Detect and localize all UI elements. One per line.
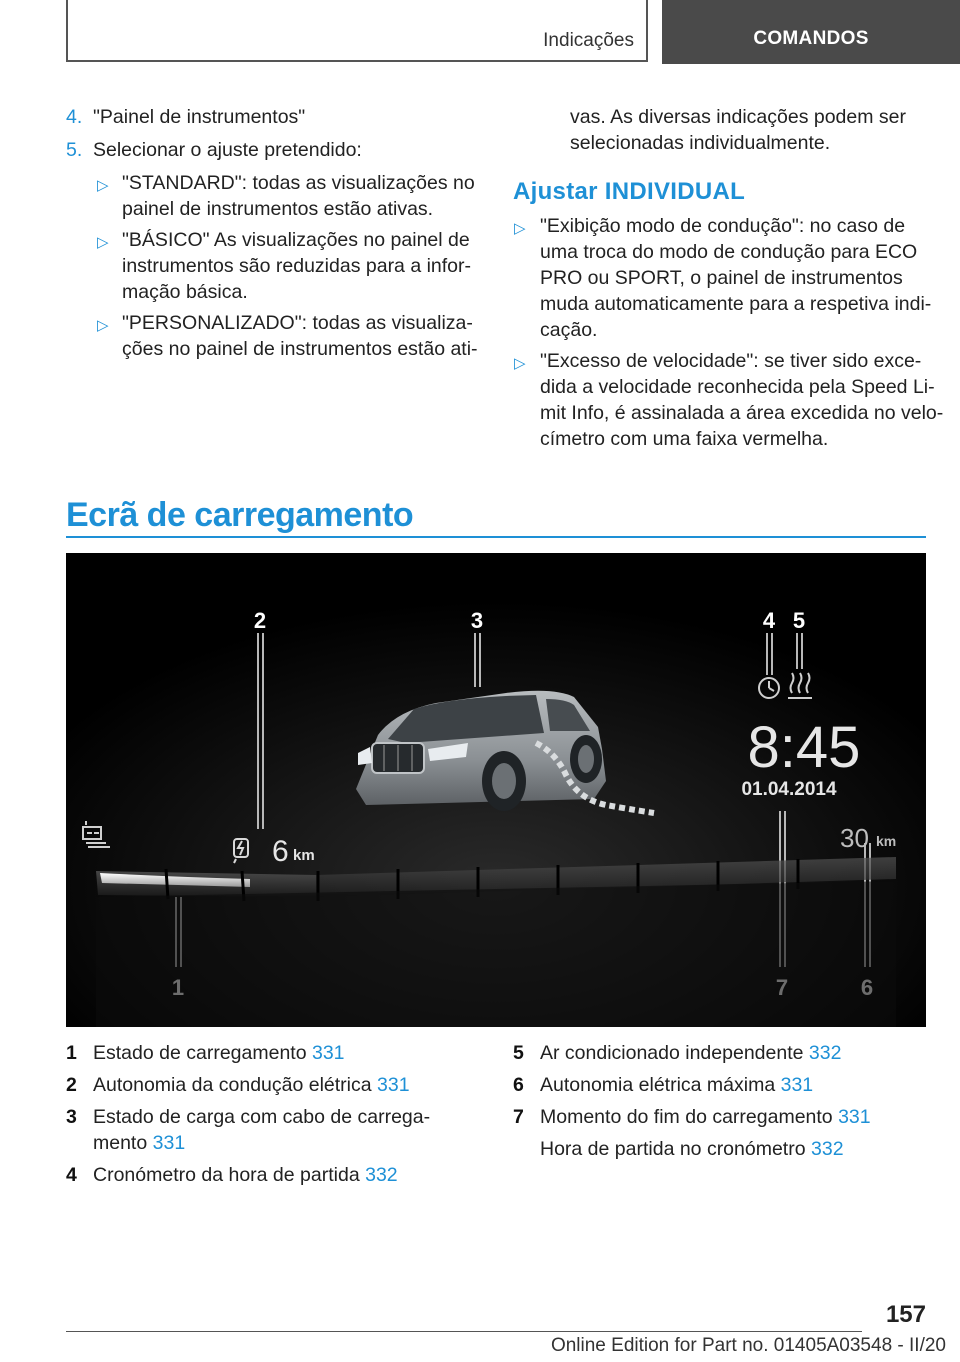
legend-text xyxy=(93,1162,398,1188)
edition-footer: Online Edition for Part no. 01405A03548 - II/20 xyxy=(550,1335,946,1356)
list-item-4-text: "Painel de instrumentos" xyxy=(93,106,306,128)
legend-item xyxy=(513,1104,933,1130)
legend-number: 3 xyxy=(66,1106,77,1128)
legend-line: Hora de partida no cronómetro xyxy=(540,1138,806,1160)
text-line: címetro com uma faixa vermelha. xyxy=(540,428,829,450)
legend-text xyxy=(93,1072,410,1098)
text-line: cação. xyxy=(540,319,598,341)
legend-text xyxy=(93,1104,430,1156)
text-line: ções no painel de instrumentos estão ati- xyxy=(122,338,478,360)
triangle-bullet-icon: ▷ xyxy=(514,220,526,237)
list-number: 4. xyxy=(66,106,83,128)
page-ref-link[interactable]: 332 xyxy=(365,1164,398,1186)
clock-date: 01.04.2014 xyxy=(741,779,837,800)
text-line: "PERSONALIZADO": todas as visualiza- xyxy=(122,312,473,334)
page-ref-link[interactable]: 331 xyxy=(780,1074,814,1096)
legend-line: Momento do fim do carregamento xyxy=(540,1106,833,1128)
legend-text xyxy=(93,1040,345,1066)
callout-5: 5 xyxy=(792,608,806,633)
page-ref-link[interactable]: 332 xyxy=(811,1138,844,1160)
charge-bar xyxy=(96,857,896,1027)
text-line: mação básica. xyxy=(122,281,248,303)
legend-text xyxy=(540,1104,871,1130)
text-line: "STANDARD": todas as visualizações no xyxy=(122,172,475,194)
bullet-excesso-velocidade xyxy=(540,348,943,452)
footer-divider xyxy=(66,1331,862,1332)
legend-right xyxy=(513,1040,933,1162)
legend-text xyxy=(540,1136,844,1162)
legend-number xyxy=(513,1136,540,1162)
text-line: muda automaticamente para a respetiva indi- xyxy=(540,293,932,315)
legend-left xyxy=(66,1040,466,1188)
legend-item xyxy=(513,1136,933,1162)
triangle-bullet-icon: ▷ xyxy=(514,355,526,372)
page-number: 157 xyxy=(885,1301,926,1328)
legend-text xyxy=(540,1072,813,1098)
legend-item xyxy=(513,1072,933,1098)
text-line: mit Info, é assinalada a área excedida no velo- xyxy=(540,402,944,424)
triangle-bullet-icon: ▷ xyxy=(97,177,109,194)
list-item-5 xyxy=(66,137,82,163)
max-range-unit: km xyxy=(876,833,897,849)
legend-number: 1 xyxy=(66,1042,77,1064)
clock-time: 8:45 xyxy=(747,715,861,780)
max-range-value: 30 xyxy=(840,823,869,853)
list-item-5-text: Selecionar o ajuste pretendido: xyxy=(93,139,362,161)
list-item-4 xyxy=(66,104,82,130)
page-ref-link[interactable]: 332 xyxy=(808,1042,842,1064)
section-divider xyxy=(66,536,926,538)
legend-line: Autonomia elétrica máxima xyxy=(540,1074,776,1096)
page-ref-link[interactable]: 331 xyxy=(377,1074,410,1096)
callout-2: 2 xyxy=(253,608,267,633)
triangle-bullet-icon: ▷ xyxy=(97,234,109,251)
text-line: "Excesso de velocidade": se tiver sido exce- xyxy=(540,350,922,372)
text-line: selecionadas individualmente. xyxy=(570,132,831,154)
charging-display-figure xyxy=(66,553,926,1027)
legend-line: Cronómetro da hora de partida xyxy=(93,1164,360,1186)
legend-line: Ar condicionado independente xyxy=(540,1042,804,1064)
text-line: "Exibição modo de condução": no caso de xyxy=(540,215,906,237)
header-chapter-tab[interactable]: COMANDOS xyxy=(662,0,960,64)
legend-number: 6 xyxy=(513,1074,524,1096)
page-ref-link[interactable]: 331 xyxy=(311,1042,345,1064)
cluster-illustration xyxy=(66,553,926,1027)
callout-4: 4 xyxy=(762,608,776,633)
legend-item xyxy=(66,1072,466,1098)
legend-item xyxy=(66,1104,466,1156)
bullet-personalizado xyxy=(122,310,478,362)
legend-line: Estado de carregamento xyxy=(93,1042,307,1064)
bullet-modo-conducao xyxy=(540,213,931,343)
text-line: instrumentos são reduzidas para a infor- xyxy=(122,255,472,277)
page-ref-link[interactable]: 331 xyxy=(152,1132,186,1154)
subheading-ajustar-individual: Ajustar INDIVIDUAL xyxy=(513,178,746,205)
legend-number: 4 xyxy=(66,1164,77,1186)
text-line: vas. As diversas indicações podem ser xyxy=(570,106,906,128)
range-value: 6 xyxy=(272,835,289,868)
legend-item xyxy=(513,1040,933,1066)
callout-3: 3 xyxy=(470,608,484,633)
continued-text xyxy=(570,104,906,156)
range-unit: km xyxy=(293,847,315,864)
legend-number: 7 xyxy=(513,1106,524,1128)
bullet-basico xyxy=(122,227,471,305)
text-line: painel de instrumentos estão ativas. xyxy=(122,198,434,220)
page-ref-link[interactable]: 331 xyxy=(838,1106,871,1128)
legend-number: 2 xyxy=(66,1074,77,1096)
legend-text xyxy=(540,1040,841,1066)
legend-line: Autonomia da condução elétrica xyxy=(93,1074,372,1096)
text-line: uma troca do modo de condução para ECO xyxy=(540,241,918,263)
text-line: dida a velocidade reconhecida pela Speed Li- xyxy=(540,376,935,398)
header-section-title: Indicações xyxy=(543,30,634,51)
legend-line: mento xyxy=(93,1132,148,1154)
triangle-bullet-icon: ▷ xyxy=(97,317,109,334)
legend-number: 5 xyxy=(513,1042,524,1064)
legend-item xyxy=(66,1162,466,1188)
list-number: 5. xyxy=(66,139,83,161)
legend-line: Estado de carga com cabo de carrega- xyxy=(93,1106,431,1128)
text-line: "BÁSICO" As visualizações no painel de xyxy=(122,229,470,251)
text-line: PRO ou SPORT, o painel de instrumentos xyxy=(540,267,903,289)
section-title: Ecrã de carregamento xyxy=(66,496,414,534)
bullet-standard xyxy=(122,170,475,222)
legend-item xyxy=(66,1040,466,1066)
